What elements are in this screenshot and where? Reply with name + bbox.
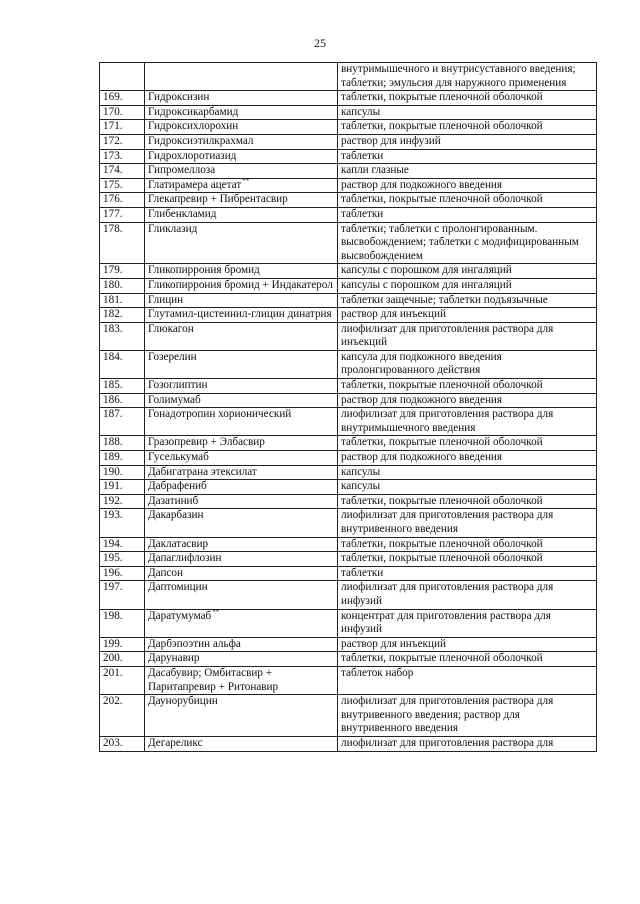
table-row [100, 264, 597, 279]
drug-name-cell [145, 149, 338, 164]
table-row [100, 581, 597, 609]
table-row [100, 193, 597, 208]
dosage-form: таблетки, покрытые пленочной оболочкой [338, 379, 597, 394]
table-row [100, 480, 597, 495]
table-row [100, 609, 597, 637]
drug-name-cell [145, 308, 338, 323]
table-row [100, 134, 597, 149]
drug-name-cell [145, 193, 338, 208]
row-number: 194. [100, 537, 145, 552]
drug-name: Гозерелин [148, 350, 197, 363]
dosage-form: таблетки [338, 566, 597, 581]
drug-name-cell [145, 537, 338, 552]
drug-name-cell [145, 393, 338, 408]
table-row [100, 637, 597, 652]
table-row [100, 408, 597, 436]
dosage-form: таблетки, покрытые пленочной оболочкой [338, 193, 597, 208]
table-body [100, 63, 597, 752]
drug-name-cell [145, 451, 338, 466]
dosage-form: таблетки, покрытые пленочной оболочкой [338, 537, 597, 552]
page-number: 25 [314, 36, 326, 50]
drug-name: Дабрафениб [148, 480, 207, 493]
row-number: 201. [100, 666, 145, 694]
row-number: 171. [100, 120, 145, 135]
drug-name-cell [145, 552, 338, 567]
dosage-form: раствор для подкожного введения [338, 178, 597, 193]
dosage-form: таблетки, покрытые пленочной оболочкой [338, 120, 597, 135]
drug-name-cell [145, 120, 338, 135]
table-row [100, 695, 597, 737]
table-row [100, 393, 597, 408]
drug-name: Гуселькумаб [148, 451, 209, 464]
drug-name: Гидроксизин [148, 91, 210, 104]
row-number: 180. [100, 278, 145, 293]
table-row [100, 322, 597, 350]
row-number: 200. [100, 652, 145, 667]
drug-name-cell [145, 278, 338, 293]
drug-name: Гликлазид [148, 222, 198, 235]
row-number: 191. [100, 480, 145, 495]
drug-name-cell [145, 581, 338, 609]
drug-name: Гидроксикарбамид [148, 105, 239, 118]
dosage-form: раствор для инъекций [338, 637, 597, 652]
table-row [100, 350, 597, 378]
row-number: 176. [100, 193, 145, 208]
drug-name: Даратумумаб [148, 609, 212, 622]
drug-name: Дакарбазин [148, 509, 204, 522]
drug-name-cell [145, 178, 338, 193]
drug-name: Глибенкламид [148, 207, 217, 220]
drug-name: Дапсон [148, 566, 183, 579]
dosage-form: таблетки защечные; таблетки подъязычные [338, 293, 597, 308]
dosage-form: капсула для подкожного введения пролонгированного действия [338, 350, 597, 378]
drug-name: Дарунавир [148, 652, 200, 665]
row-number: 192. [100, 494, 145, 509]
drug-name: Дазатиниб [148, 494, 199, 507]
table-row [100, 178, 597, 193]
row-number: 184. [100, 350, 145, 378]
drug-table [99, 62, 597, 752]
footnote-mark: ** [242, 176, 250, 185]
table-row [100, 494, 597, 509]
table-row [100, 120, 597, 135]
drug-name-cell [145, 105, 338, 120]
row-number: 186. [100, 393, 145, 408]
row-number: 173. [100, 149, 145, 164]
drug-name: Дапаглифлозин [148, 552, 222, 565]
table-row [100, 509, 597, 537]
table-row [100, 91, 597, 106]
row-number: 196. [100, 566, 145, 581]
row-number: 185. [100, 379, 145, 394]
table-row [100, 652, 597, 667]
drug-name-cell [145, 436, 338, 451]
dosage-form: таблетки, покрытые пленочной оболочкой [338, 652, 597, 667]
drug-name-cell [145, 637, 338, 652]
drug-name-cell [145, 609, 338, 637]
drug-name-cell [145, 465, 338, 480]
row-number: 178. [100, 222, 145, 264]
table-row [100, 379, 597, 394]
dosage-form: капсулы [338, 480, 597, 495]
drug-name: Даптомицин [148, 581, 208, 594]
dosage-form: таблетки, покрытые пленочной оболочкой [338, 436, 597, 451]
table-row [100, 207, 597, 222]
row-number: 198. [100, 609, 145, 637]
drug-name: Глюкагон [148, 322, 194, 335]
table-row [100, 278, 597, 293]
row-number: 177. [100, 207, 145, 222]
drug-name-cell [145, 494, 338, 509]
dosage-form: раствор для инъекций [338, 308, 597, 323]
row-number [100, 63, 145, 91]
row-number: 187. [100, 408, 145, 436]
drug-name-cell [145, 164, 338, 179]
dosage-form: таблеток набор [338, 666, 597, 694]
drug-name: Гликопиррония бромид + Индакатерол [148, 278, 333, 291]
dosage-form: капсулы [338, 465, 597, 480]
dosage-form: лиофилизат для приготовления раствора для внутривенного введения [338, 509, 597, 537]
drug-name-cell [145, 207, 338, 222]
row-number: 202. [100, 695, 145, 737]
drug-name-cell [145, 480, 338, 495]
row-number: 197. [100, 581, 145, 609]
drug-name-cell [145, 91, 338, 106]
drug-name: Голимумаб [148, 393, 201, 406]
table-row [100, 222, 597, 264]
drug-name: Гликопиррония бромид [148, 264, 260, 277]
dosage-form: таблетки [338, 207, 597, 222]
row-number: 195. [100, 552, 145, 567]
drug-name: Даклатасвир [148, 537, 209, 550]
row-number: 190. [100, 465, 145, 480]
drug-name-cell [145, 408, 338, 436]
table-row [100, 666, 597, 694]
table-row [100, 451, 597, 466]
dosage-form: раствор для подкожного введения [338, 393, 597, 408]
dosage-form: таблетки, покрытые пленочной оболочкой [338, 91, 597, 106]
drug-name-cell [145, 264, 338, 279]
table-row [100, 164, 597, 179]
drug-name: Гипромеллоза [148, 164, 216, 177]
drug-name: Дегареликс [148, 736, 203, 749]
dosage-form: капсулы [338, 105, 597, 120]
table-row [100, 736, 597, 751]
table-row [100, 436, 597, 451]
drug-name: Гидроксиэтилкрахмал [148, 134, 254, 147]
row-number: 188. [100, 436, 145, 451]
row-number: 175. [100, 178, 145, 193]
drug-name: Гозоглиптин [148, 379, 208, 392]
drug-name: Дарбэпоэтин альфа [148, 637, 241, 650]
dosage-form: раствор для инфузий [338, 134, 597, 149]
drug-name-cell [145, 350, 338, 378]
drug-name: Глицин [148, 293, 184, 306]
row-number: 183. [100, 322, 145, 350]
dosage-form: капсулы с порошком для ингаляций [338, 264, 597, 279]
dosage-form: таблетки, покрытые пленочной оболочкой [338, 552, 597, 567]
drug-name: Гидрохлоротиазид [148, 149, 237, 162]
row-number: 174. [100, 164, 145, 179]
drug-name-cell [145, 652, 338, 667]
drug-name: Глутамил-цистеинил-глицин динатрия [148, 308, 332, 321]
drug-name: Дасабувир; Омбитасвир + Паритапревир + Ритонавир [148, 666, 279, 693]
drug-name: Гразопревир + Элбасвир [148, 436, 265, 449]
drug-name-cell [145, 134, 338, 149]
drug-name: Глатирамера ацетат [148, 178, 242, 191]
table-row [100, 537, 597, 552]
row-number: 193. [100, 509, 145, 537]
footnote-mark: ** [212, 607, 220, 616]
table-row [100, 552, 597, 567]
dosage-form: таблетки; таблетки с пролонгированным. высвобождением; таблетки с модифицированным высвобождением [338, 222, 597, 264]
drug-name-cell [145, 695, 338, 737]
dosage-form: лиофилизат для приготовления раствора для инфузий [338, 581, 597, 609]
drug-name: Даунорубицин [148, 695, 218, 708]
dosage-form: таблетки, покрытые пленочной оболочкой [338, 494, 597, 509]
row-number: 189. [100, 451, 145, 466]
drug-name-cell [145, 293, 338, 308]
table-row [100, 465, 597, 480]
dosage-form: таблетки [338, 149, 597, 164]
drug-name: Гидроксихлорохин [148, 120, 239, 133]
drug-name-cell [145, 379, 338, 394]
drug-name-cell [145, 736, 338, 751]
dosage-form: лиофилизат для приготовления раствора для внутривенного введения; раствор для внутривенного введения [338, 695, 597, 737]
table-row [100, 308, 597, 323]
table-row [100, 105, 597, 120]
drug-name-cell [145, 63, 338, 91]
row-number: 199. [100, 637, 145, 652]
dosage-form: концентрат для приготовления раствора для инфузий [338, 609, 597, 637]
row-number: 181. [100, 293, 145, 308]
table-row [100, 293, 597, 308]
drug-name: Гонадотропин хорионический [148, 408, 292, 421]
drug-name-cell [145, 509, 338, 537]
row-number: 203. [100, 736, 145, 751]
dosage-form: лиофилизат для приготовления раствора для внутримышечного введения [338, 408, 597, 436]
table-row [100, 566, 597, 581]
table-row [100, 63, 597, 91]
drug-name-cell [145, 566, 338, 581]
dosage-form: лиофилизат для приготовления раствора для [338, 736, 597, 751]
row-number: 172. [100, 134, 145, 149]
row-number: 169. [100, 91, 145, 106]
dosage-form: лиофилизат для приготовления раствора для инъекций [338, 322, 597, 350]
dosage-form: капсулы с порошком для ингаляций [338, 278, 597, 293]
row-number: 182. [100, 308, 145, 323]
dosage-form: раствор для подкожного введения [338, 451, 597, 466]
row-number: 170. [100, 105, 145, 120]
drug-name: Глекапревир + Пибрентасвир [148, 193, 288, 206]
dosage-form: капли глазные [338, 164, 597, 179]
drug-name: Дабигатрана этексилат [148, 465, 257, 478]
drug-name-cell [145, 222, 338, 264]
dosage-form: внутримышечного и внутрисуставного введения; таблетки; эмульсия для наружного применения [338, 63, 597, 91]
row-number: 179. [100, 264, 145, 279]
drug-name-cell [145, 322, 338, 350]
drug-name-cell [145, 666, 338, 694]
table-row [100, 149, 597, 164]
